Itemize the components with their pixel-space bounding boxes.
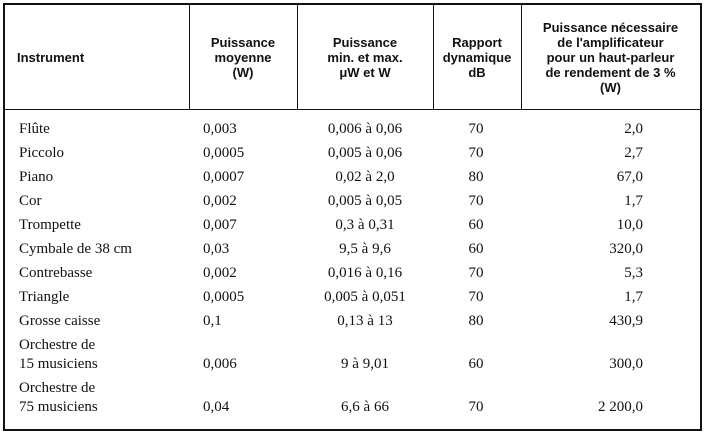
cell-instrument: Orchestre de 15 musiciens — [19, 337, 98, 372]
cell-puissance-min-max: 0,006 à 0,06 — [327, 120, 403, 137]
cell-instrument: Piccolo — [19, 144, 64, 161]
cell-puissance-amplificateur: 2 200,0 — [598, 399, 643, 415]
table-row — [5, 309, 700, 333]
table-row — [5, 189, 700, 213]
cell-rapport-dynamique: 80 — [468, 312, 484, 329]
cell-instrument: Trompette — [19, 216, 81, 233]
cell-puissance-min-max: 0,016 à 0,16 — [327, 264, 403, 281]
cell-rapport-dynamique: 60 — [468, 216, 484, 233]
header-instrument: Instrument — [17, 49, 85, 65]
cell-puissance-moyenne: 0,1 — [203, 312, 222, 329]
column-divider — [297, 5, 298, 110]
cell-puissance-min-max: 0,02 à 2,0 — [335, 168, 395, 185]
column-divider — [189, 5, 190, 110]
cell-puissance-min-max: 0,13 à 13 — [337, 312, 393, 329]
cell-puissance-min-max: 9 à 9,01 — [341, 356, 389, 372]
cell-instrument: Cor — [19, 192, 42, 209]
cell-puissance-amplificateur: 2,7 — [624, 144, 643, 161]
cell-rapport-dynamique: 70 — [468, 144, 484, 161]
cell-puissance-amplificateur: 1,7 — [624, 288, 643, 305]
cell-instrument: Piano — [19, 168, 54, 185]
cell-puissance-moyenne: 0,002 — [203, 192, 237, 209]
cell-instrument: Flûte — [19, 120, 50, 137]
table-row — [5, 377, 700, 419]
cell-instrument: Cymbale de 38 cm — [19, 240, 132, 257]
header-divider — [5, 109, 700, 110]
cell-rapport-dynamique: 60 — [468, 356, 484, 372]
cell-puissance-moyenne: 0,007 — [203, 216, 237, 233]
cell-instrument: Triangle — [19, 288, 70, 305]
cell-puissance-moyenne: 0,002 — [203, 264, 237, 281]
table-row — [5, 285, 700, 309]
header-puissance-amplificateur: Puissance nécessaire de l'amplificateur pour un haut-parleur de rendement de 3 % (W) — [542, 19, 679, 95]
cell-puissance-moyenne: 0,0005 — [203, 288, 245, 305]
cell-instrument: Orchestre de 75 musiciens — [19, 380, 98, 415]
cell-rapport-dynamique: 60 — [468, 240, 484, 257]
table-row — [5, 334, 700, 376]
cell-instrument: Grosse caisse — [19, 312, 101, 329]
cell-puissance-moyenne: 0,04 — [203, 399, 230, 415]
column-divider — [433, 5, 434, 110]
table-row — [5, 117, 700, 141]
cell-puissance-min-max: 0,3 à 0,31 — [335, 216, 395, 233]
cell-instrument: Contrebasse — [19, 264, 93, 281]
cell-puissance-moyenne: 0,03 — [203, 240, 230, 257]
cell-puissance-moyenne: 0,0005 — [203, 144, 245, 161]
table-row — [5, 237, 700, 261]
cell-puissance-amplificateur: 320,0 — [609, 240, 643, 257]
column-divider — [521, 5, 522, 110]
table-row — [5, 141, 700, 165]
cell-puissance-min-max: 0,005 à 0,051 — [324, 288, 406, 305]
cell-puissance-amplificateur: 1,7 — [624, 192, 643, 209]
cell-puissance-amplificateur: 10,0 — [616, 216, 643, 233]
cell-puissance-amplificateur: 2,0 — [624, 120, 643, 137]
cell-puissance-moyenne: 0,0007 — [203, 168, 245, 185]
cell-puissance-amplificateur: 430,9 — [609, 312, 643, 329]
cell-puissance-moyenne: 0,003 — [203, 120, 237, 137]
cell-puissance-amplificateur: 300,0 — [609, 356, 643, 372]
cell-puissance-min-max: 0,005 à 0,06 — [327, 144, 403, 161]
cell-rapport-dynamique: 70 — [468, 264, 484, 281]
cell-puissance-amplificateur: 67,0 — [616, 168, 643, 185]
cell-rapport-dynamique: 80 — [468, 168, 484, 185]
header-puissance-min-max: Puissance min. et max. μW et W — [327, 34, 403, 80]
cell-rapport-dynamique: 70 — [468, 192, 484, 209]
power-table — [3, 3, 702, 431]
table-row — [5, 261, 700, 285]
table-row — [5, 213, 700, 237]
cell-rapport-dynamique: 70 — [468, 399, 484, 415]
cell-puissance-amplificateur: 5,3 — [624, 264, 643, 281]
cell-puissance-min-max: 0,005 à 0,05 — [327, 192, 403, 209]
cell-puissance-min-max: 9,5 à 9,6 — [339, 240, 391, 257]
cell-rapport-dynamique: 70 — [468, 120, 484, 137]
header-puissance-moyenne: Puissance moyenne (W) — [210, 34, 276, 80]
cell-puissance-min-max: 6,6 à 66 — [341, 399, 389, 415]
cell-puissance-moyenne: 0,006 — [203, 356, 237, 372]
header-rapport-dynamique: Rapport dynamique dB — [442, 34, 512, 80]
cell-rapport-dynamique: 70 — [468, 288, 484, 305]
table-row — [5, 165, 700, 189]
